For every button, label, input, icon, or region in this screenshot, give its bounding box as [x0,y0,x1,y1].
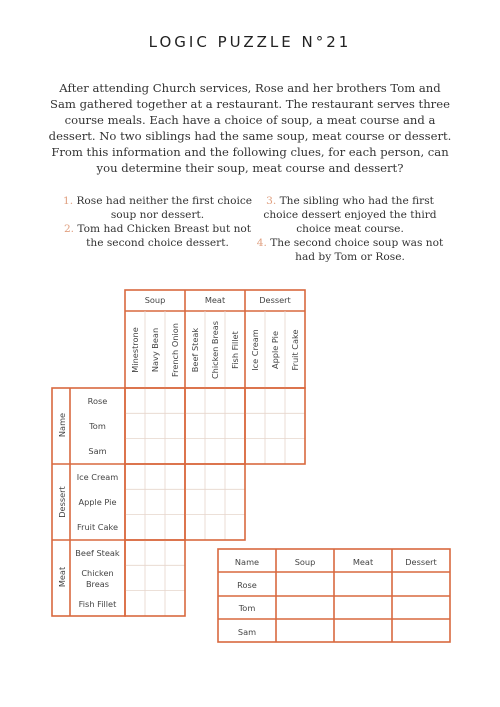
row-tom: Tom [89,421,106,431]
clue-text: The sibling who had the first choice dessert enjoyed the third choice meat course. [263,195,437,235]
grid-block [185,388,245,464]
category-dessert: Dessert [259,295,291,305]
col-chicken-breast: Chicken Breas [210,320,220,380]
category-name: Name [57,412,67,438]
col-fruit-cake: Fruit Cake [290,329,300,371]
category-soup: Soup [144,295,166,305]
category-dessert-rows: Dessert [57,486,67,518]
answer-row-rose: Rose [237,580,257,590]
clue-number: 1. [62,195,74,207]
col-ice-cream: Ice Cream [250,329,260,371]
row-fish-fillet: Fish Fillet [78,599,117,609]
answer-row-tom: Tom [238,603,256,613]
row-apple-pie: Apple Pie [78,497,117,507]
answer-header-name: Name [234,557,260,567]
clue-number: 2. [63,223,75,235]
category-meat: Meat [204,295,226,305]
row-sam: Sam [88,446,107,456]
col-apple-pie: Apple Pie [270,331,280,369]
col-navy-bean: Navy Bean [150,327,160,373]
grid-block [185,464,245,540]
grid-block [125,464,185,540]
puzzle-story: After attending Church services, Rose and her brothers Tom and Sam gathered together at a restaurant. The restaurant serves three course meals. Each have a choice of soup, a meat course and a dessert. No two siblings had the same soup, meat course or dessert. From this information and the following clues, for each person, can you determine their soup, meat course and dessert? [48,81,452,175]
col-beef-steak: Beef Steak [190,327,200,373]
clue-number: 4. [256,237,267,249]
clue-text: Rose had neither the first choice soup nor dessert. [76,195,253,221]
row-ice-cream: Ice Cream [76,472,119,482]
page-title: LOGIC PUZZLE N°21 [148,33,352,51]
col-minestrone: Minestrone [130,327,140,373]
grid-block [245,388,305,464]
row-rose: Rose [87,396,108,406]
category-meat-rows: Meat [57,566,67,588]
clue-text: Tom had Chicken Breast but not the second choice dessert. [77,223,252,249]
answer-header-meat: Meat [352,557,374,567]
clue-number: 3. [266,195,277,207]
answer-header-soup: Soup [294,557,316,567]
grid-block [125,540,185,616]
row-chicken-breast: Chicken Breas [81,568,114,589]
col-fish-fillet: Fish Fillet [230,331,240,369]
grid-block [125,388,185,464]
row-beef-steak: Beef Steak [75,548,120,558]
col-french-onion: French Onion [170,323,180,377]
clue-text: The second choice soup was not had by Tom or Rose. [270,237,444,263]
row-fruit-cake: Fruit Cake [77,522,118,532]
answer-row-sam: Sam [237,627,257,637]
answer-header-dessert: Dessert [405,557,437,567]
